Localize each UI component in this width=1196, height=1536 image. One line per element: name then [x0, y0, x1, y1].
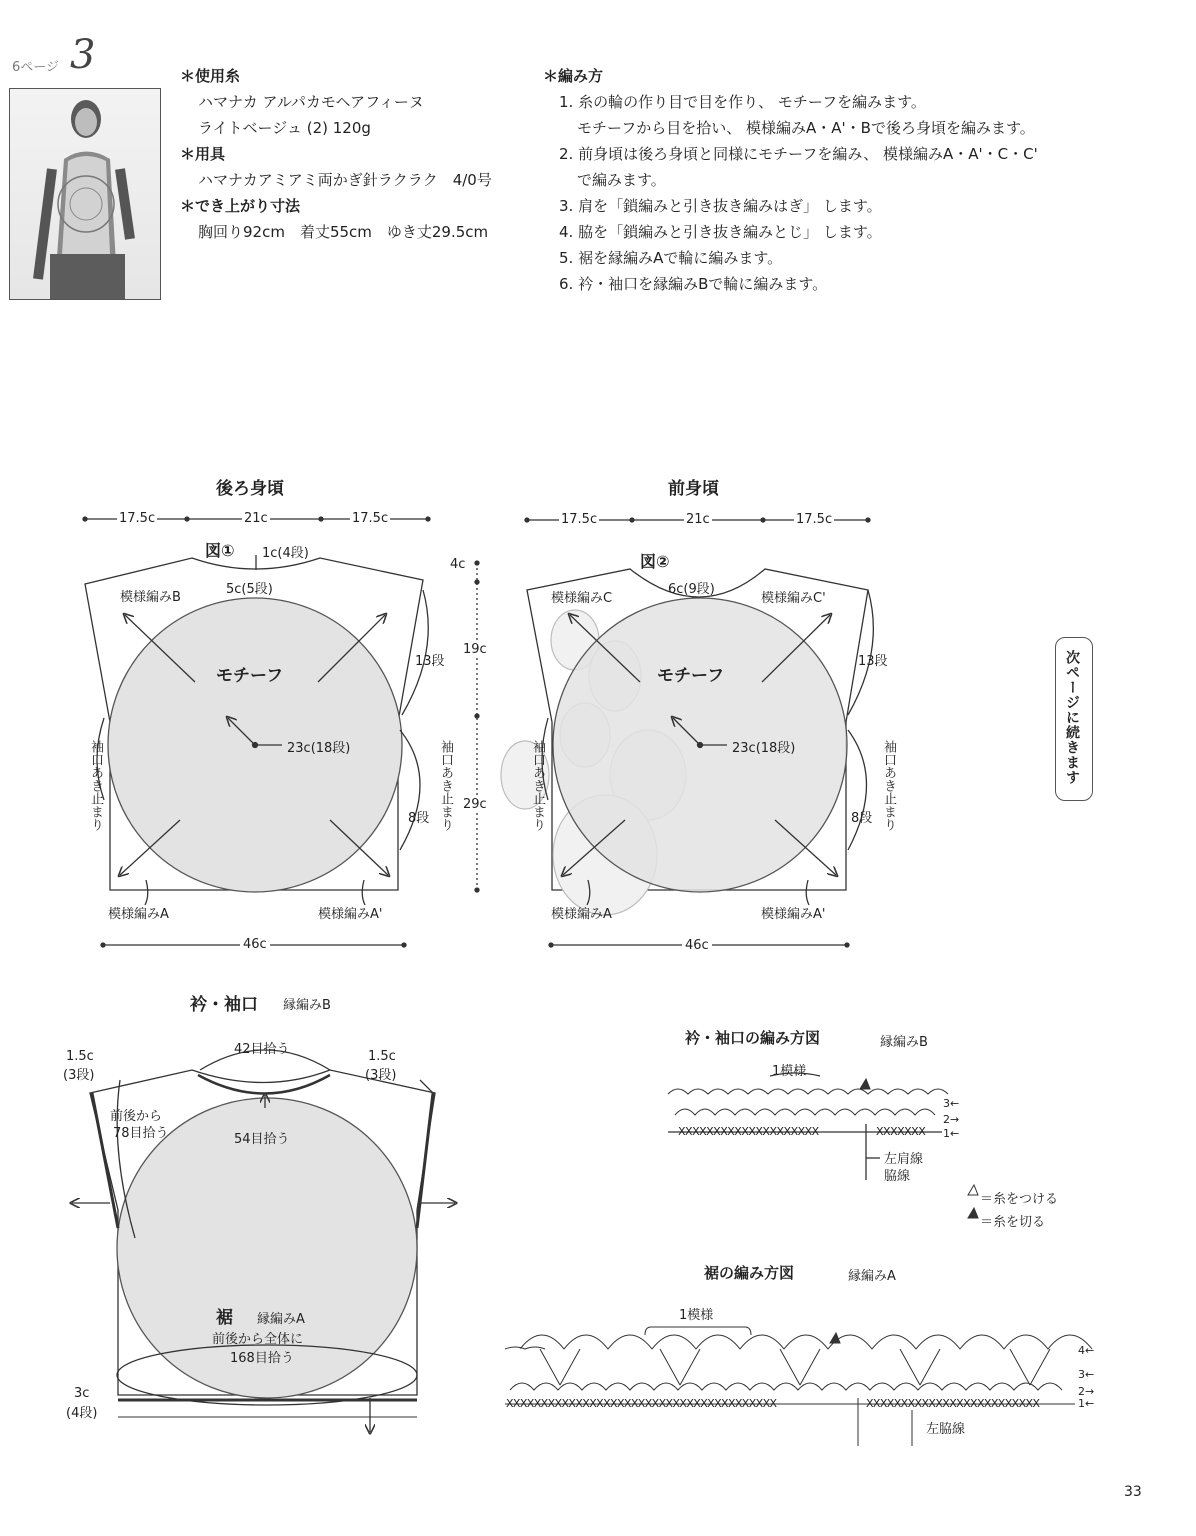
- collar-pick-78a: 前後から: [110, 1109, 163, 1124]
- collar-right-rows: (3段): [365, 1068, 397, 1083]
- collar-chart-r3: 3←: [943, 1097, 960, 1110]
- back-rows-8: 8段: [408, 811, 430, 826]
- hem-chart-r2: 2→: [1078, 1385, 1095, 1398]
- back-fig-label: 図①: [205, 541, 235, 560]
- front-pattern-c: 模様編みC: [551, 591, 613, 606]
- front-pattern-a: 模様編みA: [551, 907, 612, 922]
- collar-left-rows: (3段): [63, 1068, 95, 1083]
- collar-chart-r1: 1←: [943, 1127, 960, 1140]
- front-motif: モチーフ: [657, 666, 725, 686]
- front-rows-13: 13段: [858, 654, 888, 669]
- front-armhole-right: 袖口あき止まり: [881, 740, 896, 831]
- front-armhole-left: 袖口あき止まり: [530, 740, 545, 831]
- hem-chart-sub: 縁編みA: [848, 1269, 896, 1284]
- collar-pick-78b: 78目拾う: [113, 1126, 169, 1141]
- hem-chart-r4: 4←: [1078, 1344, 1095, 1357]
- pattern-number: 3: [70, 32, 96, 78]
- front-fig-label: 図②: [640, 552, 670, 571]
- hem-chart-r1: 1←: [1078, 1397, 1095, 1410]
- hem-pick-a: 前後から全体に: [212, 1332, 304, 1347]
- back-armhole-left: 袖口あき止まり: [88, 740, 103, 831]
- collar-sub: 縁編みB: [283, 998, 331, 1013]
- front-neck-rows: 6c(9段): [668, 582, 715, 597]
- back-pattern-b: 模様編みB: [120, 590, 181, 605]
- front-pattern-a2: 模様編みA': [761, 907, 826, 922]
- front-title: 前身頃: [668, 479, 719, 499]
- collar-chart-sub: 縁編みB: [880, 1035, 928, 1050]
- back-neck-rows: 5c(5段): [226, 582, 273, 597]
- hem-dim: 3c: [74, 1386, 90, 1401]
- step-2a: 2. 前身頃は後ろ身頃と同様にモチーフを編み、 模様編みA・A'・C・C': [559, 145, 1038, 163]
- front-w-mid: 21c: [686, 512, 710, 527]
- size-heading: ＊でき上がり寸法: [180, 197, 301, 215]
- collar-chart-repeat: 1模様: [772, 1064, 807, 1079]
- hem-chart-x-row2: XXXXXXXXXXXXXXXXXXXXXXXXX: [866, 1397, 1040, 1410]
- hem-chart-title: 裾の編み方図: [704, 1264, 795, 1282]
- back-width: 46c: [240, 937, 270, 952]
- step-3: 3. 肩を「鎖編みと引き抜き編みはぎ」 します。: [559, 197, 882, 215]
- step-4: 4. 脇を「鎖編みと引き抜き編みとじ」 します。: [559, 223, 882, 241]
- collar-chart-line2: 脇線: [884, 1169, 911, 1184]
- collar-pick-54: 54目拾う: [234, 1132, 290, 1147]
- collar-chart-x-row: XXXXXXXXXXXXXXXXXXXX: [678, 1125, 819, 1138]
- continue-tab-label: 次ページに続きます: [1064, 650, 1080, 785]
- yarn-line2: ライトベージュ (2) 120g: [198, 119, 371, 137]
- back-h-low: 29c: [463, 797, 487, 812]
- tool-line: ハマナカアミアミ両かぎ針ラクラク 4/0号: [198, 171, 492, 189]
- back-pattern-a: 模様編みA: [108, 907, 169, 922]
- yarn-heading: ＊使用糸: [180, 67, 241, 85]
- yarn-line1: ハマナカ アルパカモヘアフィーヌ: [198, 93, 424, 111]
- step-1a: 1. 糸の輪の作り目で目を作り、 モチーフを編みます。: [559, 93, 926, 111]
- back-rows-13: 13段: [415, 654, 445, 669]
- back-pattern-a2: 模様編みA': [318, 907, 383, 922]
- collar-title: 衿・袖口: [190, 995, 258, 1015]
- front-w-left: 17.5c: [561, 512, 598, 527]
- legend-attach: ＝糸をつける: [980, 1192, 1059, 1207]
- hem-chart-r3: 3←: [1078, 1368, 1095, 1381]
- hem-chart-line: 左脇線: [926, 1422, 966, 1437]
- front-rows-8: 8段: [851, 811, 873, 826]
- page-number: 33: [1124, 1484, 1142, 1500]
- step-5: 5. 裾を縁編みAで輪に編みます。: [559, 249, 783, 267]
- collar-chart-x-row2: XXXXXXX: [876, 1125, 926, 1138]
- back-title: 後ろ身頃: [216, 479, 284, 499]
- step-1b: モチーフから目を拾い、 模様編みA・A'・Bで後ろ身頃を編みます。: [577, 119, 1035, 137]
- instructions-heading: ＊編み方: [543, 67, 604, 85]
- legend-cut: ＝糸を切る: [980, 1215, 1046, 1230]
- hem-pick-b: 168目拾う: [230, 1347, 294, 1366]
- back-h-mid: 19c: [463, 642, 487, 657]
- front-w-right: 17.5c: [796, 512, 833, 527]
- tool-heading: ＊用具: [180, 145, 226, 163]
- back-w-mid: 21c: [244, 511, 268, 526]
- collar-left-dim: 1.5c: [66, 1049, 94, 1064]
- back-motif: モチーフ: [216, 666, 284, 686]
- front-radius: 23c(18段): [732, 741, 796, 756]
- size-line: 胸回り92cm 着丈55cm ゆき丈29.5cm: [198, 223, 489, 241]
- back-armhole-right: 袖口あき止まり: [438, 740, 453, 831]
- hem-chart-repeat: 1模様: [679, 1308, 714, 1323]
- hem-sub: 縁編みA: [257, 1312, 305, 1327]
- collar-chart-r2: 2→: [943, 1113, 960, 1126]
- hem-label: 裾: [216, 1308, 233, 1328]
- back-h-top: 4c: [450, 557, 466, 572]
- collar-chart-line1: 左肩線: [884, 1152, 924, 1167]
- back-neck-drop: 1c(4段): [262, 546, 309, 561]
- collar-chart-title: 衿・袖口の編み方図: [685, 1029, 821, 1047]
- step-2b: で編みます。: [577, 171, 666, 189]
- collar-pick-42: 42目拾う: [234, 1042, 290, 1057]
- front-width: 46c: [682, 938, 712, 953]
- back-radius: 23c(18段): [287, 741, 351, 756]
- collar-right-dim: 1.5c: [368, 1049, 396, 1064]
- hem-chart-x-row: XXXXXXXXXXXXXXXXXXXXXXXXXXXXXXXXXXXXXXX: [506, 1397, 777, 1410]
- step-6: 6. 衿・袖口を縁編みBで輪に編みます。: [559, 275, 828, 293]
- hem-rows: (4段): [66, 1406, 98, 1421]
- back-w-right: 17.5c: [352, 511, 389, 526]
- page-ref: 6ページ: [12, 60, 60, 75]
- back-w-left: 17.5c: [119, 511, 156, 526]
- front-pattern-c2: 模様編みC': [761, 591, 826, 606]
